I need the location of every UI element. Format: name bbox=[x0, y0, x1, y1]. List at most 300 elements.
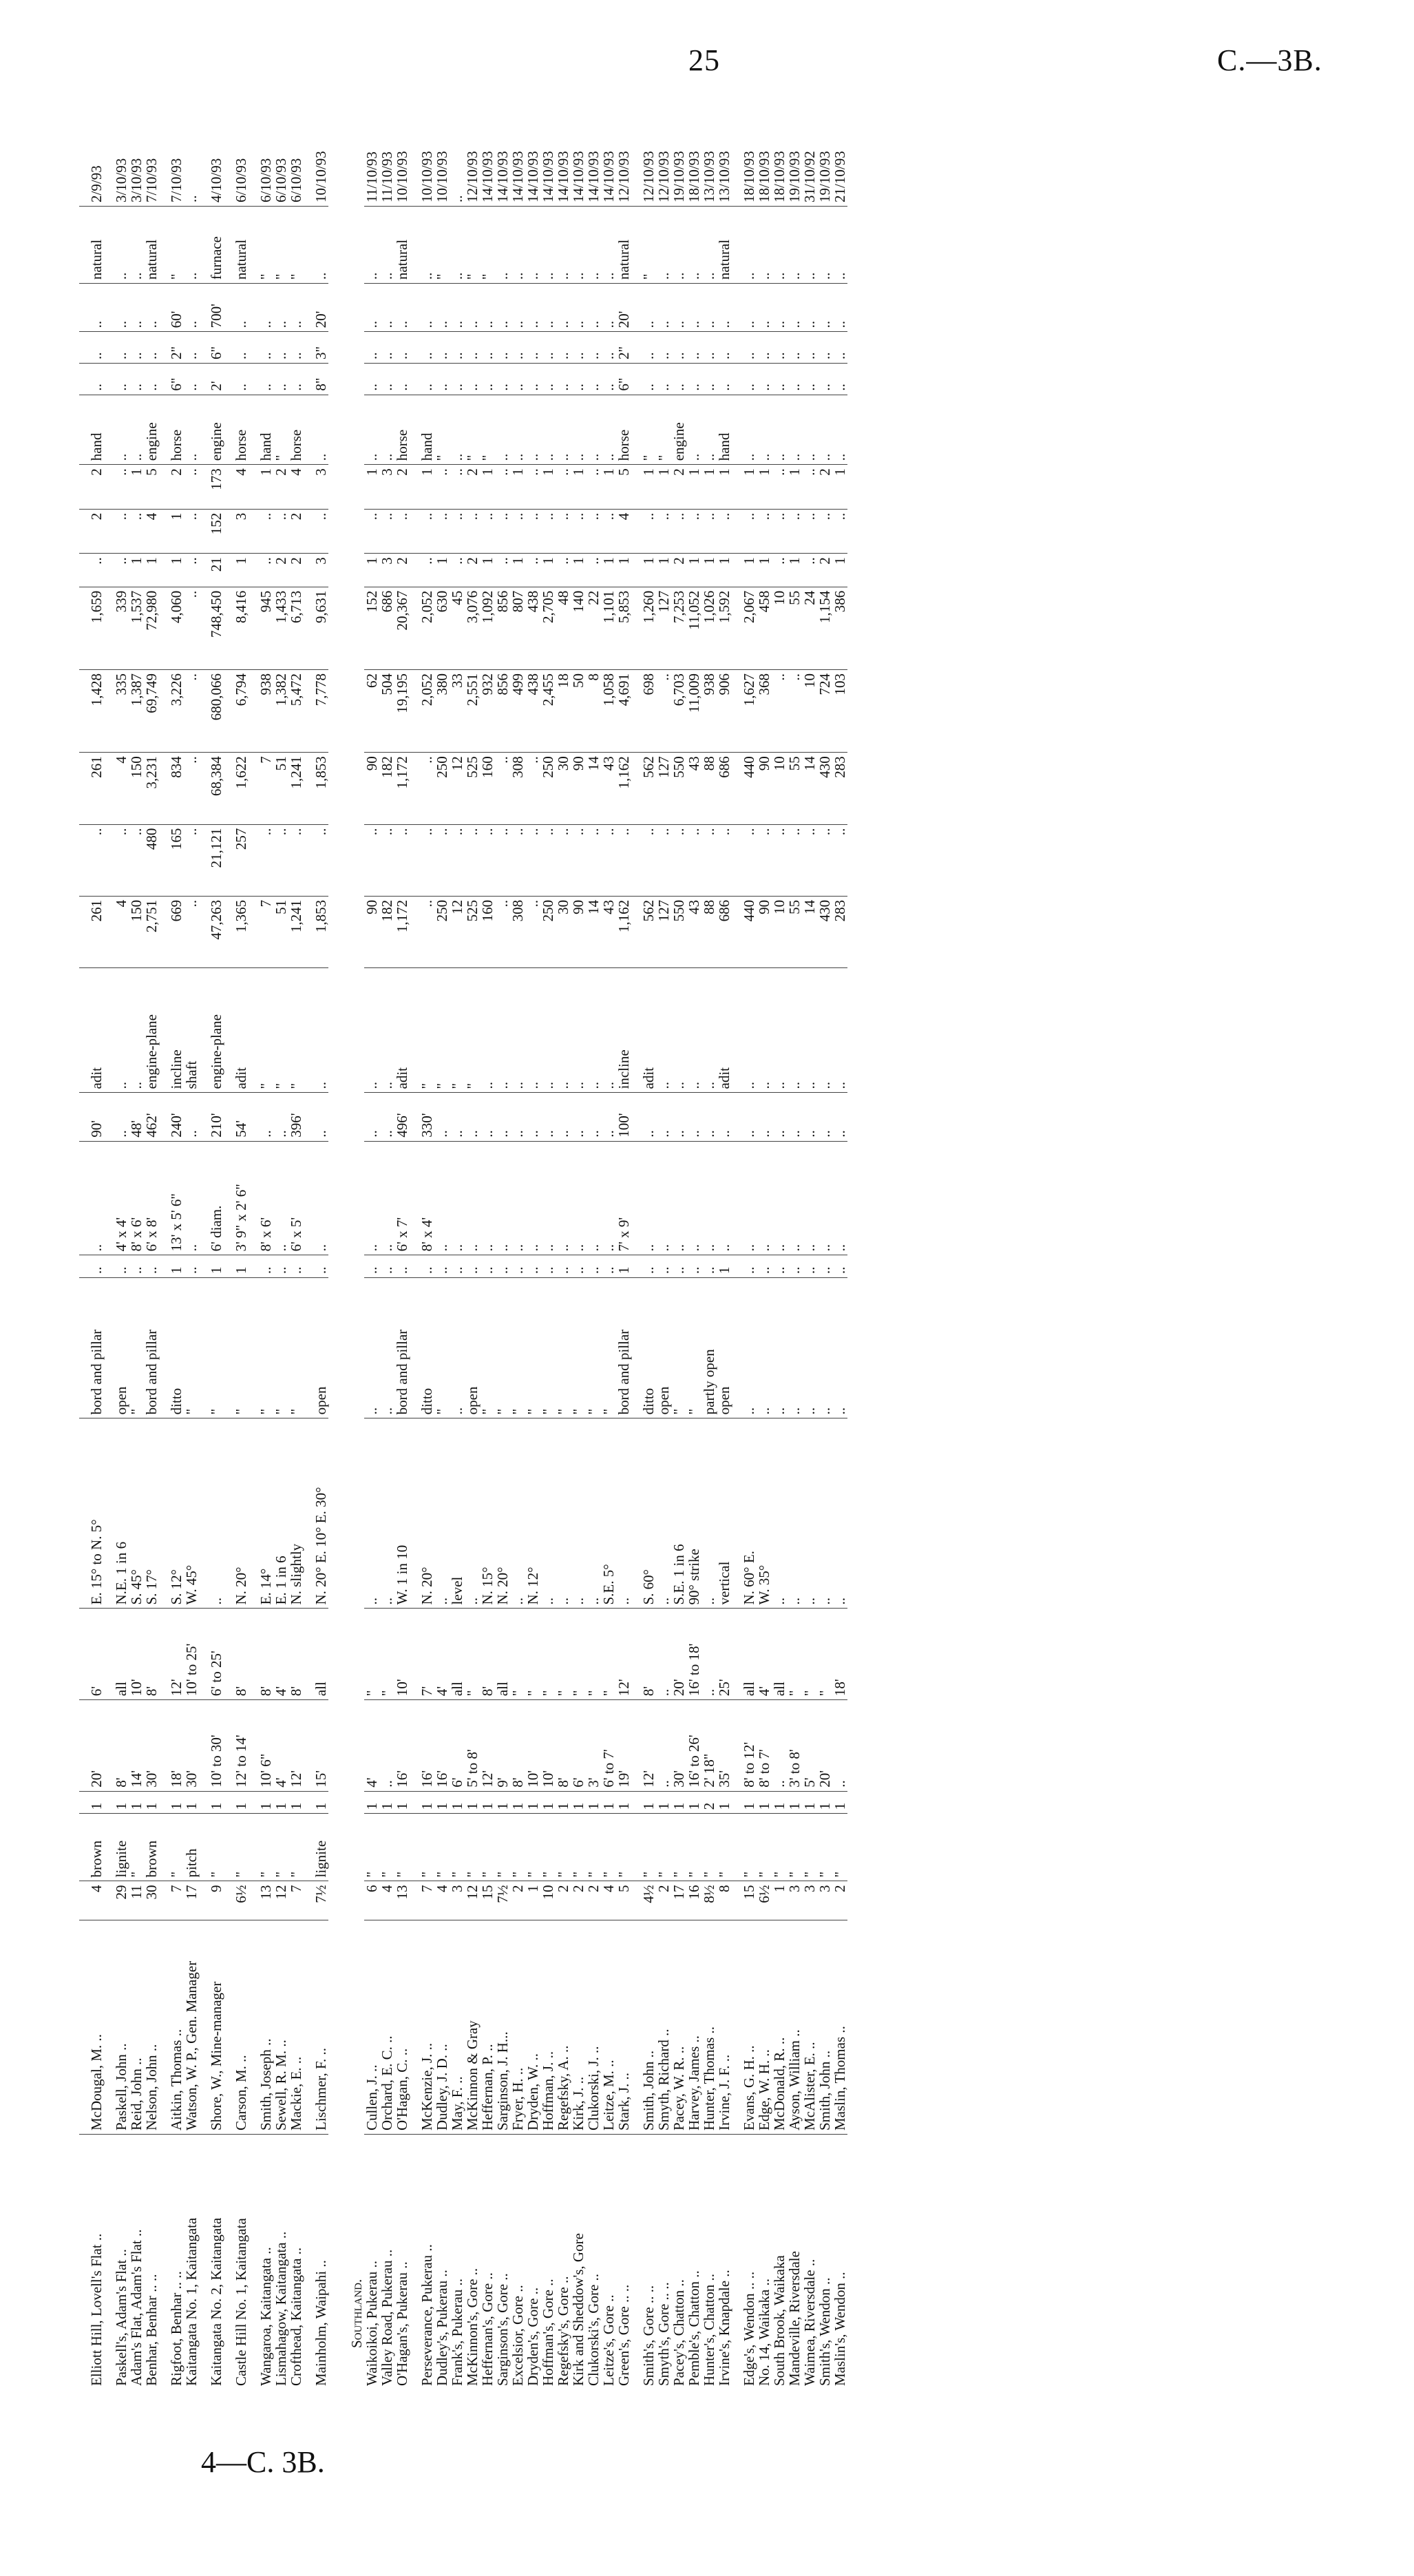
cell-m3: .. bbox=[772, 465, 787, 509]
cell-h2: .. bbox=[394, 332, 410, 364]
cell-kind: " bbox=[732, 1814, 757, 1881]
cell-h1: .. bbox=[656, 364, 671, 395]
cell-m3: 1 bbox=[510, 465, 525, 509]
cell-wk: 7' bbox=[410, 1609, 434, 1700]
cell-s: 1 bbox=[757, 1791, 772, 1814]
cell-c1: .. bbox=[434, 1255, 450, 1278]
cell-mine: Irvine's, Knapdale .. bbox=[716, 2270, 732, 2386]
cell-th: 8' bbox=[556, 1700, 571, 1792]
cell-kind: lignite bbox=[304, 1814, 328, 1881]
cell-s: 1 bbox=[556, 1791, 571, 1814]
cell-owner: Lischmer, F. .. bbox=[304, 1920, 328, 2135]
cell-open: .. bbox=[571, 968, 586, 1093]
cell-m3: 1 bbox=[249, 465, 273, 509]
cell-mine: Smith's, Gore .. .. bbox=[640, 2285, 657, 2386]
cell-vent: .. bbox=[410, 206, 434, 283]
cell-m3: 4 bbox=[288, 465, 304, 509]
table-row bbox=[832, 117, 847, 2389]
cell-dim: 8' x 6' bbox=[249, 1141, 273, 1255]
cell-th: 8' bbox=[510, 1700, 525, 1792]
cell-m3: .. bbox=[802, 465, 817, 509]
cell-a: 3 bbox=[787, 1881, 802, 1920]
cell-a: 1 bbox=[772, 1881, 787, 1920]
cell-kind: " bbox=[480, 1814, 495, 1881]
cell-vent: .. bbox=[601, 206, 616, 283]
table-row bbox=[616, 117, 631, 2389]
cell-meth: bord and pillar bbox=[394, 1278, 410, 1418]
cell-m2: .. bbox=[571, 509, 586, 553]
cell-m3: 2 bbox=[465, 465, 480, 509]
cell-c1: .. bbox=[556, 1255, 571, 1278]
cell-t3: .. bbox=[184, 753, 199, 824]
cell-m3: .. bbox=[104, 465, 129, 509]
cell-h3: .. bbox=[717, 284, 732, 332]
cell-th: 5' bbox=[802, 1700, 817, 1792]
cell-open: .. bbox=[104, 968, 129, 1093]
cell-dip: N. 20° bbox=[410, 1418, 434, 1609]
cell-vent: .. bbox=[757, 206, 772, 283]
table-row bbox=[802, 117, 817, 2389]
cell-dim: .. bbox=[717, 1141, 732, 1255]
cell-h2: .. bbox=[802, 332, 817, 364]
cell-o1: 932 bbox=[480, 670, 495, 753]
cell-owner: Sewell, R. M. .. bbox=[273, 1920, 288, 2135]
cell-m2: .. bbox=[656, 509, 671, 553]
table-row bbox=[571, 117, 586, 2389]
cell-m3: 1 bbox=[410, 465, 434, 509]
cell-m3: 2 bbox=[159, 465, 184, 509]
cell-open: .. bbox=[556, 968, 571, 1093]
cell-h3: .. bbox=[79, 284, 104, 332]
cell-t1: 127 bbox=[656, 896, 671, 967]
cell-s: 1 bbox=[686, 1791, 701, 1814]
cell-dip: N. 20° E. 10° E. 30° bbox=[304, 1418, 328, 1609]
cell-kind: " bbox=[288, 1814, 304, 1881]
cell-dim: .. bbox=[556, 1141, 571, 1255]
cell-m2: .. bbox=[732, 509, 757, 553]
cell-dim: .. bbox=[757, 1141, 772, 1255]
cell-mot: " bbox=[434, 395, 450, 465]
cell-kind: " bbox=[631, 1814, 656, 1881]
cell-o1: .. bbox=[184, 670, 199, 753]
cell-meth: bord and pillar bbox=[144, 1278, 159, 1418]
cell-mot: .. bbox=[701, 395, 717, 465]
cell-a: 16 bbox=[686, 1881, 701, 1920]
cell-date: 13/10/93 bbox=[701, 117, 717, 206]
cell-h1: .. bbox=[364, 364, 379, 395]
cell-kind: " bbox=[465, 1814, 480, 1881]
cell-h3: 20' bbox=[616, 284, 631, 332]
cell-mot: hand bbox=[717, 395, 732, 465]
cell-date: 12/10/93 bbox=[631, 117, 656, 206]
cell-vent: .. bbox=[802, 206, 817, 283]
cell-s: 1 bbox=[525, 1791, 540, 1814]
cell-s: 1 bbox=[129, 1791, 144, 1814]
cell-t1: 669 bbox=[159, 896, 184, 967]
cell-open: incline bbox=[159, 968, 184, 1093]
cell-meth: ditto bbox=[631, 1278, 656, 1418]
cell-h1: .. bbox=[817, 364, 832, 395]
cell-wk: " bbox=[586, 1609, 601, 1700]
cell-owner: Paskell, John .. bbox=[104, 1920, 129, 2135]
cell-mine: Frank's, Pukerau .. bbox=[449, 2278, 465, 2386]
cell-th: .. bbox=[656, 1700, 671, 1792]
cell-dim: 4' x 4' bbox=[104, 1141, 129, 1255]
cell-depth: .. bbox=[273, 1093, 288, 1141]
cell-meth: " bbox=[601, 1278, 616, 1418]
cell-meth: .. bbox=[757, 1278, 772, 1418]
cell-t1: 308 bbox=[510, 896, 525, 967]
cell-mine: Mandeville, Riversdale bbox=[786, 2251, 803, 2386]
cell-date: 12/10/93 bbox=[465, 117, 480, 206]
cell-depth: .. bbox=[184, 1093, 199, 1141]
cell-h3: .. bbox=[732, 284, 757, 332]
cell-meth: " bbox=[273, 1278, 288, 1418]
cell-m2: 152 bbox=[199, 509, 224, 553]
cell-date: 18/10/93 bbox=[732, 117, 757, 206]
cell-m1: 1 bbox=[510, 554, 525, 587]
cell-mot: " bbox=[480, 395, 495, 465]
cell-kind: " bbox=[701, 1814, 717, 1881]
cell-t1: 90 bbox=[364, 896, 379, 967]
cell-mine: McKinnon's, Gore .. bbox=[464, 2268, 481, 2386]
cell-th: 10' bbox=[540, 1700, 556, 1792]
cell-c1: .. bbox=[732, 1255, 757, 1278]
cell-t3: 250 bbox=[434, 753, 450, 824]
section-heading: Southland. bbox=[348, 2279, 365, 2348]
cell-mine: Benhar, Benhar .. .. bbox=[143, 2274, 160, 2386]
cell-m2: .. bbox=[787, 509, 802, 553]
cell-t3: 90 bbox=[757, 753, 772, 824]
cell-wk: 10' bbox=[394, 1609, 410, 1700]
cell-h1: .. bbox=[144, 364, 159, 395]
cell-kind: " bbox=[450, 1814, 465, 1881]
cell-date: 10/10/93 bbox=[410, 117, 434, 206]
cell-m1: 1 bbox=[434, 554, 450, 587]
cell-c1: .. bbox=[510, 1255, 525, 1278]
cell-o2: 4,060 bbox=[159, 587, 184, 669]
cell-c1: .. bbox=[249, 1255, 273, 1278]
cell-o1: 1,627 bbox=[732, 670, 757, 753]
cell-m1: 1 bbox=[159, 554, 184, 587]
cell-dip: .. bbox=[379, 1418, 394, 1609]
cell-m3: 173 bbox=[199, 465, 224, 509]
cell-t3: 550 bbox=[671, 753, 686, 824]
cell-kind: " bbox=[556, 1814, 571, 1881]
cell-dim: .. bbox=[525, 1141, 540, 1255]
cell-dim: .. bbox=[450, 1141, 465, 1255]
cell-m3: 3 bbox=[379, 465, 394, 509]
cell-h1: .. bbox=[787, 364, 802, 395]
cell-open: " bbox=[434, 968, 450, 1093]
cell-th: 3' bbox=[586, 1700, 601, 1792]
cell-th: 30' bbox=[184, 1700, 199, 1792]
cell-m2: .. bbox=[686, 509, 701, 553]
cell-owner: Smith, John .. bbox=[817, 1920, 832, 2135]
cell-depth: 48' bbox=[129, 1093, 144, 1141]
cell-o1: 380 bbox=[434, 670, 450, 753]
cell-s: 1 bbox=[601, 1791, 616, 1814]
cell-mine: Hoffman's, Gore .. bbox=[540, 2279, 556, 2386]
cell-h1: .. bbox=[410, 364, 434, 395]
cell-t1: 250 bbox=[540, 896, 556, 967]
cell-t1: 160 bbox=[480, 896, 495, 967]
cell-vent: .. bbox=[586, 206, 601, 283]
cell-mot: .. bbox=[772, 395, 787, 465]
cell-th: 35' bbox=[717, 1700, 732, 1792]
cell-open: .. bbox=[832, 968, 847, 1093]
cell-mot: .. bbox=[364, 395, 379, 465]
cell-mine: Waimea, Riversdale .. bbox=[801, 2259, 818, 2386]
table-row bbox=[817, 117, 832, 2389]
cell-t1: 47,263 bbox=[199, 896, 224, 967]
cell-s: 1 bbox=[717, 1791, 732, 1814]
cell-dip: .. bbox=[364, 1418, 379, 1609]
table-row bbox=[465, 117, 480, 2389]
cell-vent: .. bbox=[787, 206, 802, 283]
cell-vent: " bbox=[434, 206, 450, 283]
cell-meth: " bbox=[129, 1278, 144, 1418]
cell-dip: .. bbox=[586, 1418, 601, 1609]
cell-date: 3/10/93 bbox=[129, 117, 144, 206]
cell-depth: .. bbox=[656, 1093, 671, 1141]
cell-vent: .. bbox=[656, 206, 671, 283]
cell-o2: 6,713 bbox=[288, 587, 304, 669]
cell-depth: .. bbox=[631, 1093, 656, 1141]
cell-th: 10' to 30' bbox=[199, 1700, 224, 1792]
cell-a: 10 bbox=[540, 1881, 556, 1920]
cell-th: .. bbox=[832, 1700, 847, 1792]
cell-h2: .. bbox=[586, 332, 601, 364]
cell-meth: .. bbox=[832, 1278, 847, 1418]
cell-meth: " bbox=[510, 1278, 525, 1418]
table-row bbox=[631, 117, 656, 2389]
cell-open: shaft bbox=[184, 968, 199, 1093]
cell-kind: " bbox=[379, 1814, 394, 1881]
cell-o2: 45 bbox=[450, 587, 465, 669]
cell-a: 17 bbox=[184, 1881, 199, 1920]
cell-wk: all bbox=[304, 1609, 328, 1700]
cell-m1: 1 bbox=[129, 554, 144, 587]
cell-h2: .. bbox=[631, 332, 656, 364]
cell-h2: .. bbox=[686, 332, 701, 364]
cell-wk: " bbox=[379, 1609, 394, 1700]
cell-mot: .. bbox=[450, 395, 465, 465]
cell-m1: 21 bbox=[199, 554, 224, 587]
cell-o1: 33 bbox=[450, 670, 465, 753]
cell-h3: .. bbox=[434, 284, 450, 332]
cell-meth: " bbox=[586, 1278, 601, 1418]
cell-h1: .. bbox=[631, 364, 656, 395]
cell-mot: .. bbox=[757, 395, 772, 465]
cell-t1: 150 bbox=[129, 896, 144, 967]
table-row bbox=[129, 117, 144, 2389]
cell-wk: .. bbox=[656, 1609, 671, 1700]
cell-th: 3' to 8' bbox=[787, 1700, 802, 1792]
cell-th: 16' bbox=[394, 1700, 410, 1792]
cell-th: 20' bbox=[79, 1700, 104, 1792]
cell-dip: N.E. 1 in 6 bbox=[104, 1418, 129, 1609]
cell-s: 1 bbox=[586, 1791, 601, 1814]
cell-owner: Hoffman, J. .. bbox=[540, 1920, 556, 2135]
cell-wk: " bbox=[601, 1609, 616, 1700]
cell-m3: 2 bbox=[79, 465, 104, 509]
cell-t2: .. bbox=[394, 824, 410, 896]
cell-o2: 1,101 bbox=[601, 587, 616, 669]
cell-m1: .. bbox=[450, 554, 465, 587]
cell-dip: vertical bbox=[717, 1418, 732, 1609]
cell-c1: .. bbox=[671, 1255, 686, 1278]
cell-kind: brown bbox=[79, 1814, 104, 1881]
cell-h2: .. bbox=[465, 332, 480, 364]
cell-h2: .. bbox=[510, 332, 525, 364]
cell-h2: .. bbox=[79, 332, 104, 364]
cell-m1: .. bbox=[495, 554, 510, 587]
cell-date: 4/10/93 bbox=[199, 117, 224, 206]
cell-o1: 499 bbox=[510, 670, 525, 753]
cell-t2: .. bbox=[288, 824, 304, 896]
cell-kind: " bbox=[434, 1814, 450, 1881]
cell-m2: .. bbox=[434, 509, 450, 553]
cell-t1: 1,853 bbox=[304, 896, 328, 967]
cell-h2: .. bbox=[701, 332, 717, 364]
cell-o1: 938 bbox=[249, 670, 273, 753]
cell-kind: " bbox=[656, 1814, 671, 1881]
cell-th: 20' bbox=[817, 1700, 832, 1792]
cell-o2: 2,705 bbox=[540, 587, 556, 669]
cell-mot: .. bbox=[495, 395, 510, 465]
cell-vent: .. bbox=[701, 206, 717, 283]
cell-open: .. bbox=[701, 968, 717, 1093]
cell-t1: 1,365 bbox=[224, 896, 249, 967]
cell-kind: " bbox=[671, 1814, 686, 1881]
cell-m1: 1 bbox=[757, 554, 772, 587]
cell-o1: 4,691 bbox=[616, 670, 631, 753]
table-row bbox=[184, 117, 199, 2389]
cell-wk: " bbox=[571, 1609, 586, 1700]
cell-depth: .. bbox=[379, 1093, 394, 1141]
cell-mine: Elliott Hill, Lovell's Flat .. bbox=[88, 2233, 105, 2386]
cell-wk: " bbox=[465, 1609, 480, 1700]
cell-m1: 1 bbox=[701, 554, 717, 587]
cell-m3: 3 bbox=[304, 465, 328, 509]
cell-open: engine-plane bbox=[144, 968, 159, 1093]
cell-depth: .. bbox=[434, 1093, 450, 1141]
cell-o2: 152 bbox=[364, 587, 379, 669]
cell-vent: natural bbox=[144, 206, 159, 283]
cell-m3: 2 bbox=[394, 465, 410, 509]
cell-t1: .. bbox=[410, 896, 434, 967]
cell-o2: 8,416 bbox=[224, 587, 249, 669]
cell-m2: .. bbox=[525, 509, 540, 553]
cell-s: 2 bbox=[701, 1791, 717, 1814]
cell-owner: Maslin, Thomas .. bbox=[832, 1920, 847, 2135]
cell-o2: 686 bbox=[379, 587, 394, 669]
table-row bbox=[450, 117, 465, 2389]
cell-o1: 438 bbox=[525, 670, 540, 753]
cell-kind: " bbox=[586, 1814, 601, 1881]
cell-t3: 308 bbox=[510, 753, 525, 824]
cell-t3: 261 bbox=[79, 753, 104, 824]
cell-meth: partly open bbox=[701, 1278, 717, 1418]
cell-vent: .. bbox=[104, 206, 129, 283]
table-row bbox=[495, 117, 510, 2389]
cell-o2: 458 bbox=[757, 587, 772, 669]
cell-h2: .. bbox=[379, 332, 394, 364]
cell-t2: .. bbox=[525, 824, 540, 896]
cell-m2: .. bbox=[631, 509, 656, 553]
cell-m2: .. bbox=[757, 509, 772, 553]
table-row bbox=[273, 117, 288, 2389]
cell-meth: .. bbox=[364, 1278, 379, 1418]
cell-meth: open bbox=[304, 1278, 328, 1418]
cell-meth: " bbox=[495, 1278, 510, 1418]
cell-t2: .. bbox=[556, 824, 571, 896]
cell-h2: .. bbox=[717, 332, 732, 364]
cell-vent: natural bbox=[224, 206, 249, 283]
cell-t3: 10 bbox=[772, 753, 787, 824]
cell-dip: level bbox=[450, 1418, 465, 1609]
table-row bbox=[304, 117, 328, 2389]
cell-m2: .. bbox=[379, 509, 394, 553]
cell-s: 1 bbox=[104, 1791, 129, 1814]
cell-s: 1 bbox=[656, 1791, 671, 1814]
cell-t2: .. bbox=[701, 824, 717, 896]
cell-a: 2 bbox=[556, 1881, 571, 1920]
cell-o1: 1,382 bbox=[273, 670, 288, 753]
table-row bbox=[434, 117, 450, 2389]
cell-c1: .. bbox=[525, 1255, 540, 1278]
cell-t2: .. bbox=[616, 824, 631, 896]
cell-open: incline bbox=[616, 968, 631, 1093]
cell-h3: .. bbox=[686, 284, 701, 332]
cell-h2: 2" bbox=[616, 332, 631, 364]
cell-m2: .. bbox=[304, 509, 328, 553]
cell-depth: .. bbox=[787, 1093, 802, 1141]
cell-owner: Edge, W. H. .. bbox=[757, 1920, 772, 2135]
cell-kind: " bbox=[787, 1814, 802, 1881]
table-row bbox=[787, 117, 802, 2389]
cell-h2: .. bbox=[525, 332, 540, 364]
cell-t1: 55 bbox=[787, 896, 802, 967]
cell-s: 1 bbox=[480, 1791, 495, 1814]
cell-t3: 283 bbox=[832, 753, 847, 824]
cell-t2: .. bbox=[832, 824, 847, 896]
cell-t3: 68,384 bbox=[199, 753, 224, 824]
cell-owner: Clukorski, J. .. bbox=[586, 1920, 601, 2135]
cell-open: .. bbox=[379, 968, 394, 1093]
cell-mine: Mainholm, Waipahi .. bbox=[313, 2260, 329, 2386]
cell-th: 30' bbox=[671, 1700, 686, 1792]
cell-mot: " bbox=[631, 395, 656, 465]
cell-wk: " bbox=[817, 1609, 832, 1700]
cell-h3: .. bbox=[410, 284, 434, 332]
cell-t3: 43 bbox=[601, 753, 616, 824]
cell-wk: " bbox=[510, 1609, 525, 1700]
cell-wk: 8' bbox=[224, 1609, 249, 1700]
table-row bbox=[199, 117, 224, 2389]
cell-date: 6/10/93 bbox=[288, 117, 304, 206]
cell-t1: 1,162 bbox=[616, 896, 631, 967]
cell-o2: 2,067 bbox=[732, 587, 757, 669]
cell-dim: 6' x 8' bbox=[144, 1141, 159, 1255]
cell-t2: .. bbox=[104, 824, 129, 896]
cell-o2: 3,076 bbox=[465, 587, 480, 669]
cell-t3: 12 bbox=[450, 753, 465, 824]
cell-m2: 1 bbox=[159, 509, 184, 553]
table-row bbox=[224, 117, 249, 2389]
cell-m1: 1 bbox=[540, 554, 556, 587]
